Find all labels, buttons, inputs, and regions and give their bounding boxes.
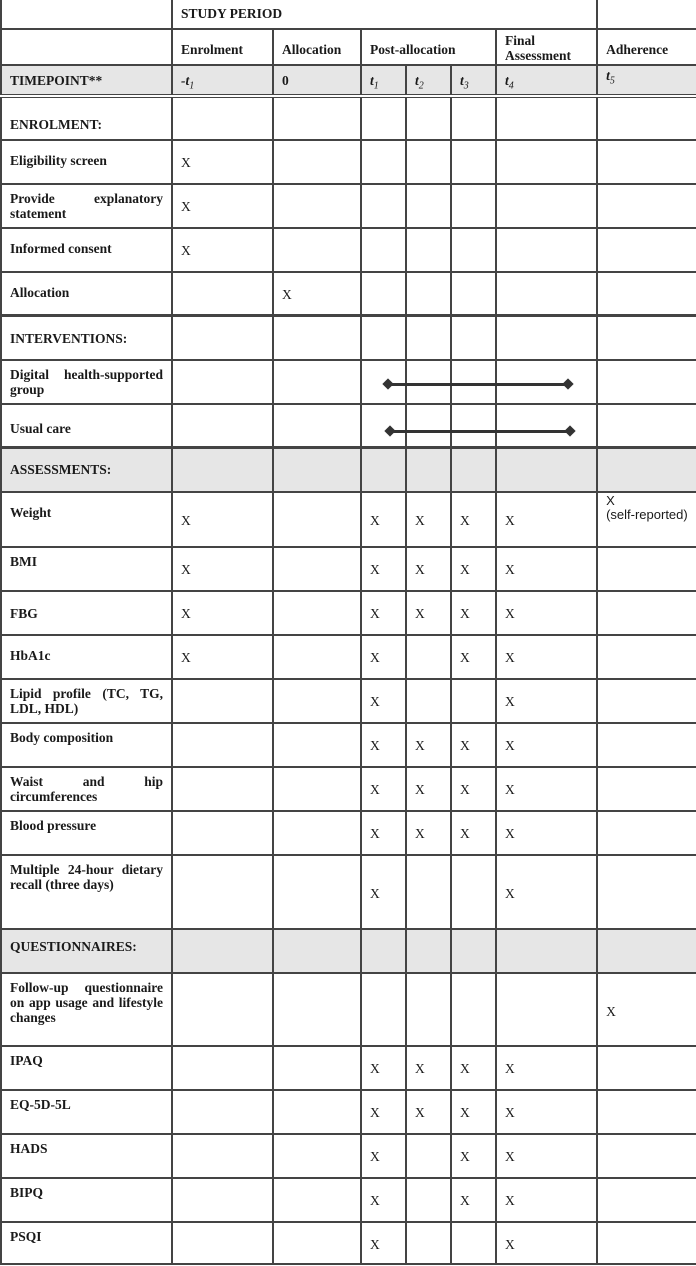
- table-row: [1, 404, 696, 448]
- mark-cell: X: [361, 547, 406, 591]
- mark-cell: X: [172, 635, 273, 679]
- mark-cell: X: [172, 184, 273, 228]
- row-label-hads: HADS: [1, 1134, 172, 1178]
- timepoint-t2: t: [415, 73, 419, 88]
- mark-cell: X: [496, 1046, 597, 1090]
- table-row: [1, 360, 696, 404]
- mark-cell: X: [361, 1090, 406, 1134]
- timepoint-label: TIMEPOINT**: [1, 65, 172, 96]
- mark-cell: X: [361, 855, 406, 929]
- enrolment-header: Enrolment: [172, 29, 273, 65]
- mark-cell: X: [451, 811, 496, 855]
- row-label-digital: Digital health-supported group: [1, 360, 172, 404]
- table-row: [1, 1090, 696, 1134]
- mark-cell: X: [406, 591, 451, 635]
- row-label-waist-hip: Waist and hip circumferences: [1, 767, 172, 811]
- timepoint-t5: t: [606, 68, 610, 83]
- mark-cell: X: [451, 723, 496, 767]
- section-assessments: ASSESSMENTS:: [1, 448, 172, 492]
- mark-cell: X: [406, 723, 451, 767]
- row-label-bmi: BMI: [1, 547, 172, 591]
- row-label-body-composition: Body composition: [1, 723, 172, 767]
- row-label-consent: Informed consent: [1, 228, 172, 272]
- final-assessment-header: Final Assessment: [496, 29, 597, 65]
- mark-cell: X: [406, 1090, 451, 1134]
- timepoint-t4: t: [505, 73, 509, 88]
- mark-cell: X: [361, 635, 406, 679]
- mark-cell: X: [451, 547, 496, 591]
- section-interventions: INTERVENTIONS:: [1, 316, 172, 360]
- mark-cell: X: [496, 1090, 597, 1134]
- mark-cell: X: [451, 1134, 496, 1178]
- section-enrolment-row: [1, 96, 696, 140]
- adherence-header: Adherence: [597, 29, 696, 65]
- table-row: [1, 1222, 696, 1264]
- section-assessments-row: [1, 448, 696, 492]
- mark-cell: X: [597, 973, 696, 1046]
- mark-cell: X: [451, 591, 496, 635]
- mark-cell: X: [451, 1046, 496, 1090]
- table-row: [1, 723, 696, 767]
- table-row: [1, 492, 696, 547]
- row-label-usual-care: Usual care: [1, 404, 172, 448]
- row-label-psqi: PSQI: [1, 1222, 172, 1264]
- mark-cell: X: [496, 591, 597, 635]
- mark-cell: X: [361, 1046, 406, 1090]
- mark-cell: X: [361, 1134, 406, 1178]
- timeline-digital: [388, 383, 568, 386]
- mark-cell: X: [172, 591, 273, 635]
- mark-cell: X: [496, 855, 597, 929]
- phase-header-row: [1, 29, 696, 65]
- mark-cell: X: [172, 228, 273, 272]
- table-row: [1, 184, 696, 228]
- mark-cell: X: [496, 679, 597, 723]
- mark-cell: X: [496, 811, 597, 855]
- row-label-bipq: BIPQ: [1, 1178, 172, 1222]
- timepoint-alloc: 0: [273, 65, 361, 96]
- table-row: [1, 855, 696, 929]
- mark-cell: X: [172, 547, 273, 591]
- row-label-blood-pressure: Blood pressure: [1, 811, 172, 855]
- mark-cell: X: [496, 635, 597, 679]
- row-label-dietary-recall: Multiple 24-hour dietary recall (three days): [1, 855, 172, 929]
- timeline-usual-care: [390, 430, 570, 433]
- section-enrolment: ENROLMENT:: [1, 96, 172, 140]
- table-row: [1, 140, 696, 184]
- mark-cell: X: [406, 547, 451, 591]
- mark-cell: X: [361, 679, 406, 723]
- mark-cell: X: [496, 492, 597, 547]
- section-questionnaires-row: [1, 929, 696, 973]
- row-label-eligibility: Eligibility screen: [1, 140, 172, 184]
- mark-cell: X: [406, 492, 451, 547]
- section-interventions-row: [1, 316, 696, 360]
- table-row: [1, 1046, 696, 1090]
- timepoint-t1: t: [370, 73, 374, 88]
- adherence-weight-cell: [597, 492, 696, 547]
- table-row: [1, 679, 696, 723]
- row-label-allocation: Allocation: [1, 272, 172, 316]
- table-row: [1, 228, 696, 272]
- mark-cell: X: [496, 1222, 597, 1264]
- timepoint-t3: t: [460, 73, 464, 88]
- mark-cell: X: [451, 1178, 496, 1222]
- mark-cell: X: [361, 591, 406, 635]
- mark-cell: X: [361, 767, 406, 811]
- mark-cell: X: [496, 723, 597, 767]
- section-questionnaires: QUESTIONNAIRES:: [1, 929, 172, 973]
- table-row: [1, 1178, 696, 1222]
- mark-cell: X: [451, 767, 496, 811]
- table-row: [1, 547, 696, 591]
- mark-cell: X: [361, 723, 406, 767]
- mark-cell: X: [361, 492, 406, 547]
- mark-cell: X: [606, 492, 615, 508]
- table-row: [1, 635, 696, 679]
- table-row: [1, 1134, 696, 1178]
- mark-cell: X: [406, 1046, 451, 1090]
- post-allocation-header: Post-allocation: [361, 29, 496, 65]
- row-label-explanatory: Provide explanatory statement: [1, 184, 172, 228]
- allocation-header: Allocation: [273, 29, 361, 65]
- mark-cell: X: [406, 767, 451, 811]
- mark-cell: X: [172, 492, 273, 547]
- mark-cell: X: [172, 140, 273, 184]
- mark-cell: X: [406, 811, 451, 855]
- mark-cell: X: [361, 811, 406, 855]
- mark-cell: X: [451, 492, 496, 547]
- table-row: [1, 272, 696, 316]
- table-row: [1, 811, 696, 855]
- mark-cell: X: [451, 1090, 496, 1134]
- timepoint-row: TIMEPOINT** $-t_1$ 0 $t_1$ $t_2$ $t_3$ $t_4$ $t_5$: [1, 65, 696, 96]
- mark-cell: X: [451, 635, 496, 679]
- row-label-eq5d: EQ-5D-5L: [1, 1090, 172, 1134]
- timepoint-enrol: -t: [181, 73, 190, 88]
- mark-cell: X: [273, 272, 361, 316]
- row-label-fbg: FBG: [1, 591, 172, 635]
- study-period-header: STUDY PERIOD: [172, 0, 597, 29]
- mark-cell: X: [496, 1134, 597, 1178]
- mark-cell: X: [496, 767, 597, 811]
- mark-cell: X: [361, 1222, 406, 1264]
- row-label-followup: Follow-up questionnaire on app usage and lifestyle changes: [1, 973, 172, 1046]
- table-row: [1, 767, 696, 811]
- mark-cell: X: [496, 547, 597, 591]
- table-row: [1, 973, 696, 1046]
- row-label-hba1c: HbA1c: [1, 635, 172, 679]
- row-label-weight: Weight: [1, 492, 172, 547]
- row-label-lipid: Lipid profile (TC, TG, LDL, HDL): [1, 679, 172, 723]
- mark-cell: X: [496, 1178, 597, 1222]
- study-period-row: [1, 0, 696, 29]
- row-label-ipaq: IPAQ: [1, 1046, 172, 1090]
- mark-cell: X: [361, 1178, 406, 1222]
- table-row: [1, 591, 696, 635]
- self-reported-note: (self-reported): [606, 506, 688, 522]
